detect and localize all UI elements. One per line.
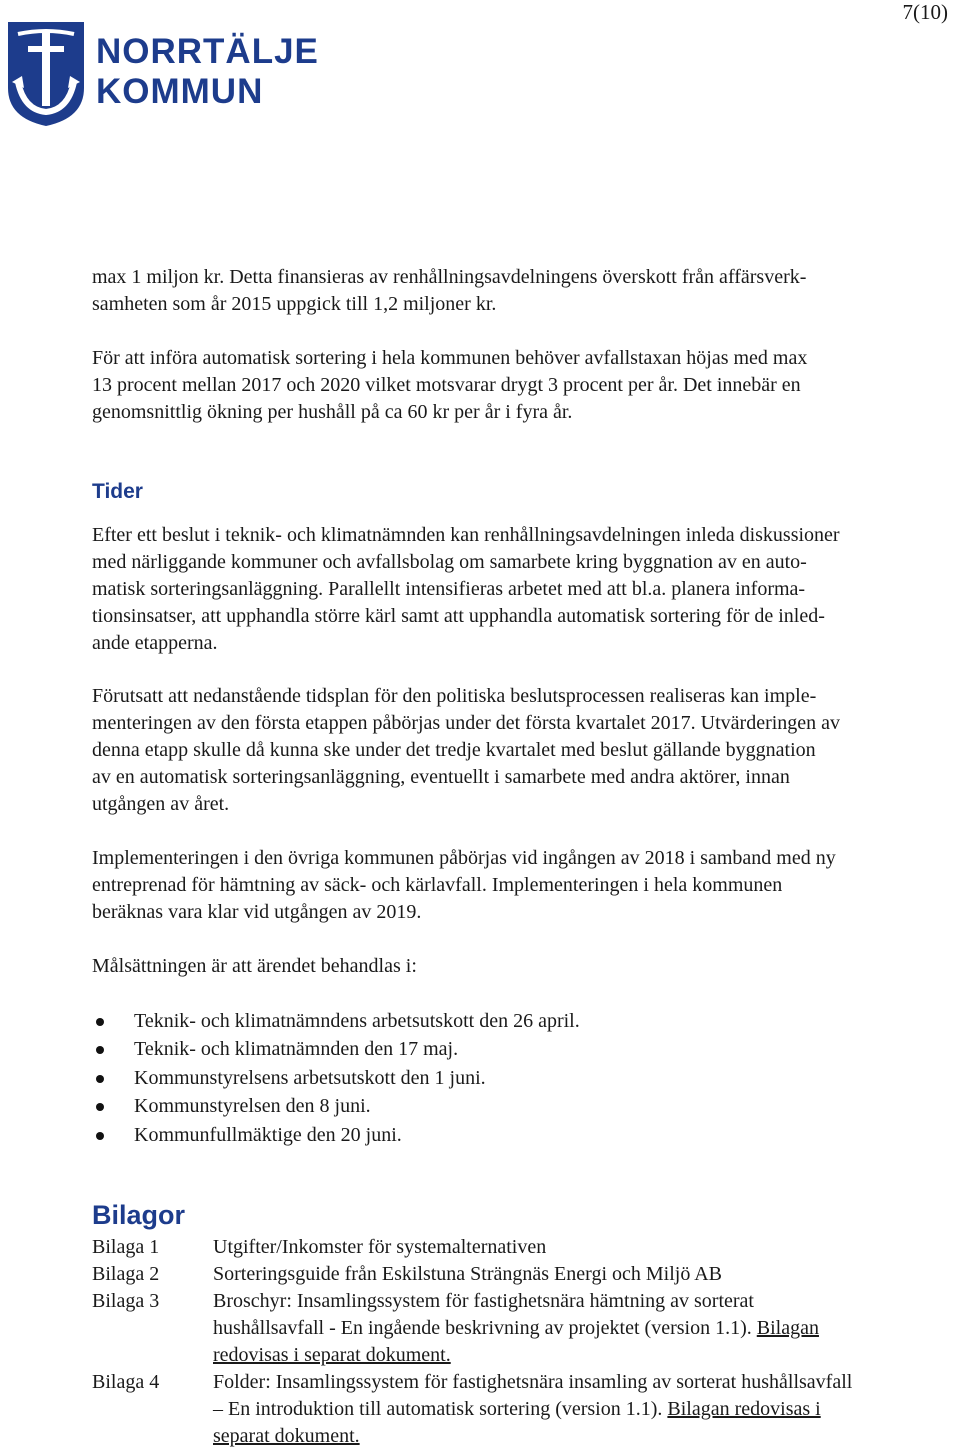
attachment-description: Sorteringsguide från Eskilstuna Strängnäs Energi och Miljö AB xyxy=(213,1263,723,1285)
attachment-label: Bilaga 4 xyxy=(92,1371,160,1393)
text-line: max 1 miljon kr. Detta finansieras av renhållningsavdelningens överskott från affärsverk- xyxy=(92,266,807,288)
text-line: 13 procent mellan 2017 och 2020 vilket motsvarar drygt 3 procent per år. Det innebär en xyxy=(92,374,801,396)
text-line: ande etapperna. xyxy=(92,632,218,654)
text-line: Förutsatt att nedanstående tidsplan för den politiska beslutsprocessen realiseras kan imple- xyxy=(92,685,817,707)
attachment-description: Broschyr: Insamlingssystem för fastighetsnära hämtning av sorterat xyxy=(213,1290,754,1312)
section-heading-tider: Tider xyxy=(92,480,143,503)
list-item-text: Kommunfullmäktige den 20 juni. xyxy=(134,1124,402,1146)
attachment-note-link[interactable]: redovisas i separat dokument. xyxy=(213,1344,451,1366)
attachment-note-link[interactable]: separat dokument. xyxy=(213,1425,360,1447)
bullet-icon xyxy=(96,1103,104,1111)
text-line: För att införa automatisk sortering i hela kommunen behöver avfallstaxan höjas med max xyxy=(92,347,808,369)
bullet-icon xyxy=(96,1018,104,1026)
attachment-label: Bilaga 3 xyxy=(92,1290,160,1312)
text-line: samheten som år 2015 uppgick till 1,2 miljoner kr. xyxy=(92,293,497,315)
attachment-description: Utgifter/Inkomster för systemalternativen xyxy=(213,1236,547,1258)
attachment-note-link[interactable]: Bilagan xyxy=(756,1317,819,1339)
section-heading-bilagor: Bilagor xyxy=(92,1200,186,1230)
text-line: denna etapp skulle då kunna ske under det tredje kvartalet med beslut gällande byggnation xyxy=(92,739,816,761)
logo-line-2: KOMMUN xyxy=(96,72,264,111)
bullet-icon xyxy=(96,1046,104,1054)
attachment-text: – En introduktion till automatisk sortering (version 1.1). xyxy=(213,1398,668,1420)
list-item-text: Teknik- och klimatnämndens arbetsutskott den 26 april. xyxy=(134,1010,580,1032)
attachment-description: Folder: Insamlingssystem för fastighetsnära insamling av sorterat hushållsavfall xyxy=(213,1371,853,1393)
logo-wordmark xyxy=(96,32,319,112)
text-line: Målsättningen är att ärendet behandlas i: xyxy=(92,955,417,977)
text-line: Implementeringen i den övriga kommunen påbörjas vid ingången av 2018 i samband med ny xyxy=(92,847,836,869)
text-line: menteringen av den första etappen påbörjas under det första kvartalet 2017. Utvärderingen av xyxy=(92,712,841,734)
bullet-icon xyxy=(96,1132,104,1140)
anchor-shield-icon xyxy=(4,18,88,128)
page-number: 7(10) xyxy=(902,0,948,24)
bullet-icon xyxy=(96,1075,104,1083)
attachment-text: hushållsavfall - En ingående beskrivning av projektet (version 1.1). xyxy=(213,1317,757,1339)
text-line: genomsnittlig ökning per hushåll på ca 60 kr per år i fyra år. xyxy=(92,401,573,423)
list-item-text: Kommunstyrelsen den 8 juni. xyxy=(134,1095,371,1117)
attachment-label: Bilaga 1 xyxy=(92,1236,160,1258)
text-line: utgången av året. xyxy=(92,793,230,815)
text-line: av en automatisk sorteringsanläggning, eventuellt i samarbete med andra aktörer, innan xyxy=(92,766,790,788)
text-line: entreprenad för hämtning av säck- och kärlavfall. Implementeringen i hela kommunen xyxy=(92,874,783,896)
text-line: beräknas vara klar vid utgången av 2019. xyxy=(92,901,422,923)
text-line: tionsinsatser, att upphandla större kärl samt att upphandla automatisk sortering för de inled- xyxy=(92,605,825,627)
list-item-text: Kommunstyrelsens arbetsutskott den 1 juni. xyxy=(134,1067,486,1089)
list-item-text: Teknik- och klimatnämnden den 17 maj. xyxy=(134,1038,459,1060)
logo-line-1: NORRTÄLJE xyxy=(96,32,319,71)
text-line: med närliggande kommuner och avfallsbolag om samarbete kring byggnation av en auto- xyxy=(92,551,807,573)
text-line: matisk sorteringsanläggning. Parallellt intensifieras arbetet med att bl.a. planera informa- xyxy=(92,578,806,600)
attachment-description-line xyxy=(213,1315,819,1342)
municipality-logo xyxy=(4,18,319,128)
text-line: Efter ett beslut i teknik- och klimatnämnden kan renhållningsavdelningen inleda diskussioner xyxy=(92,524,840,546)
attachment-note-link[interactable]: Bilagan redovisas i xyxy=(667,1398,821,1420)
attachment-description-line xyxy=(213,1396,821,1423)
attachment-label: Bilaga 2 xyxy=(92,1263,160,1285)
